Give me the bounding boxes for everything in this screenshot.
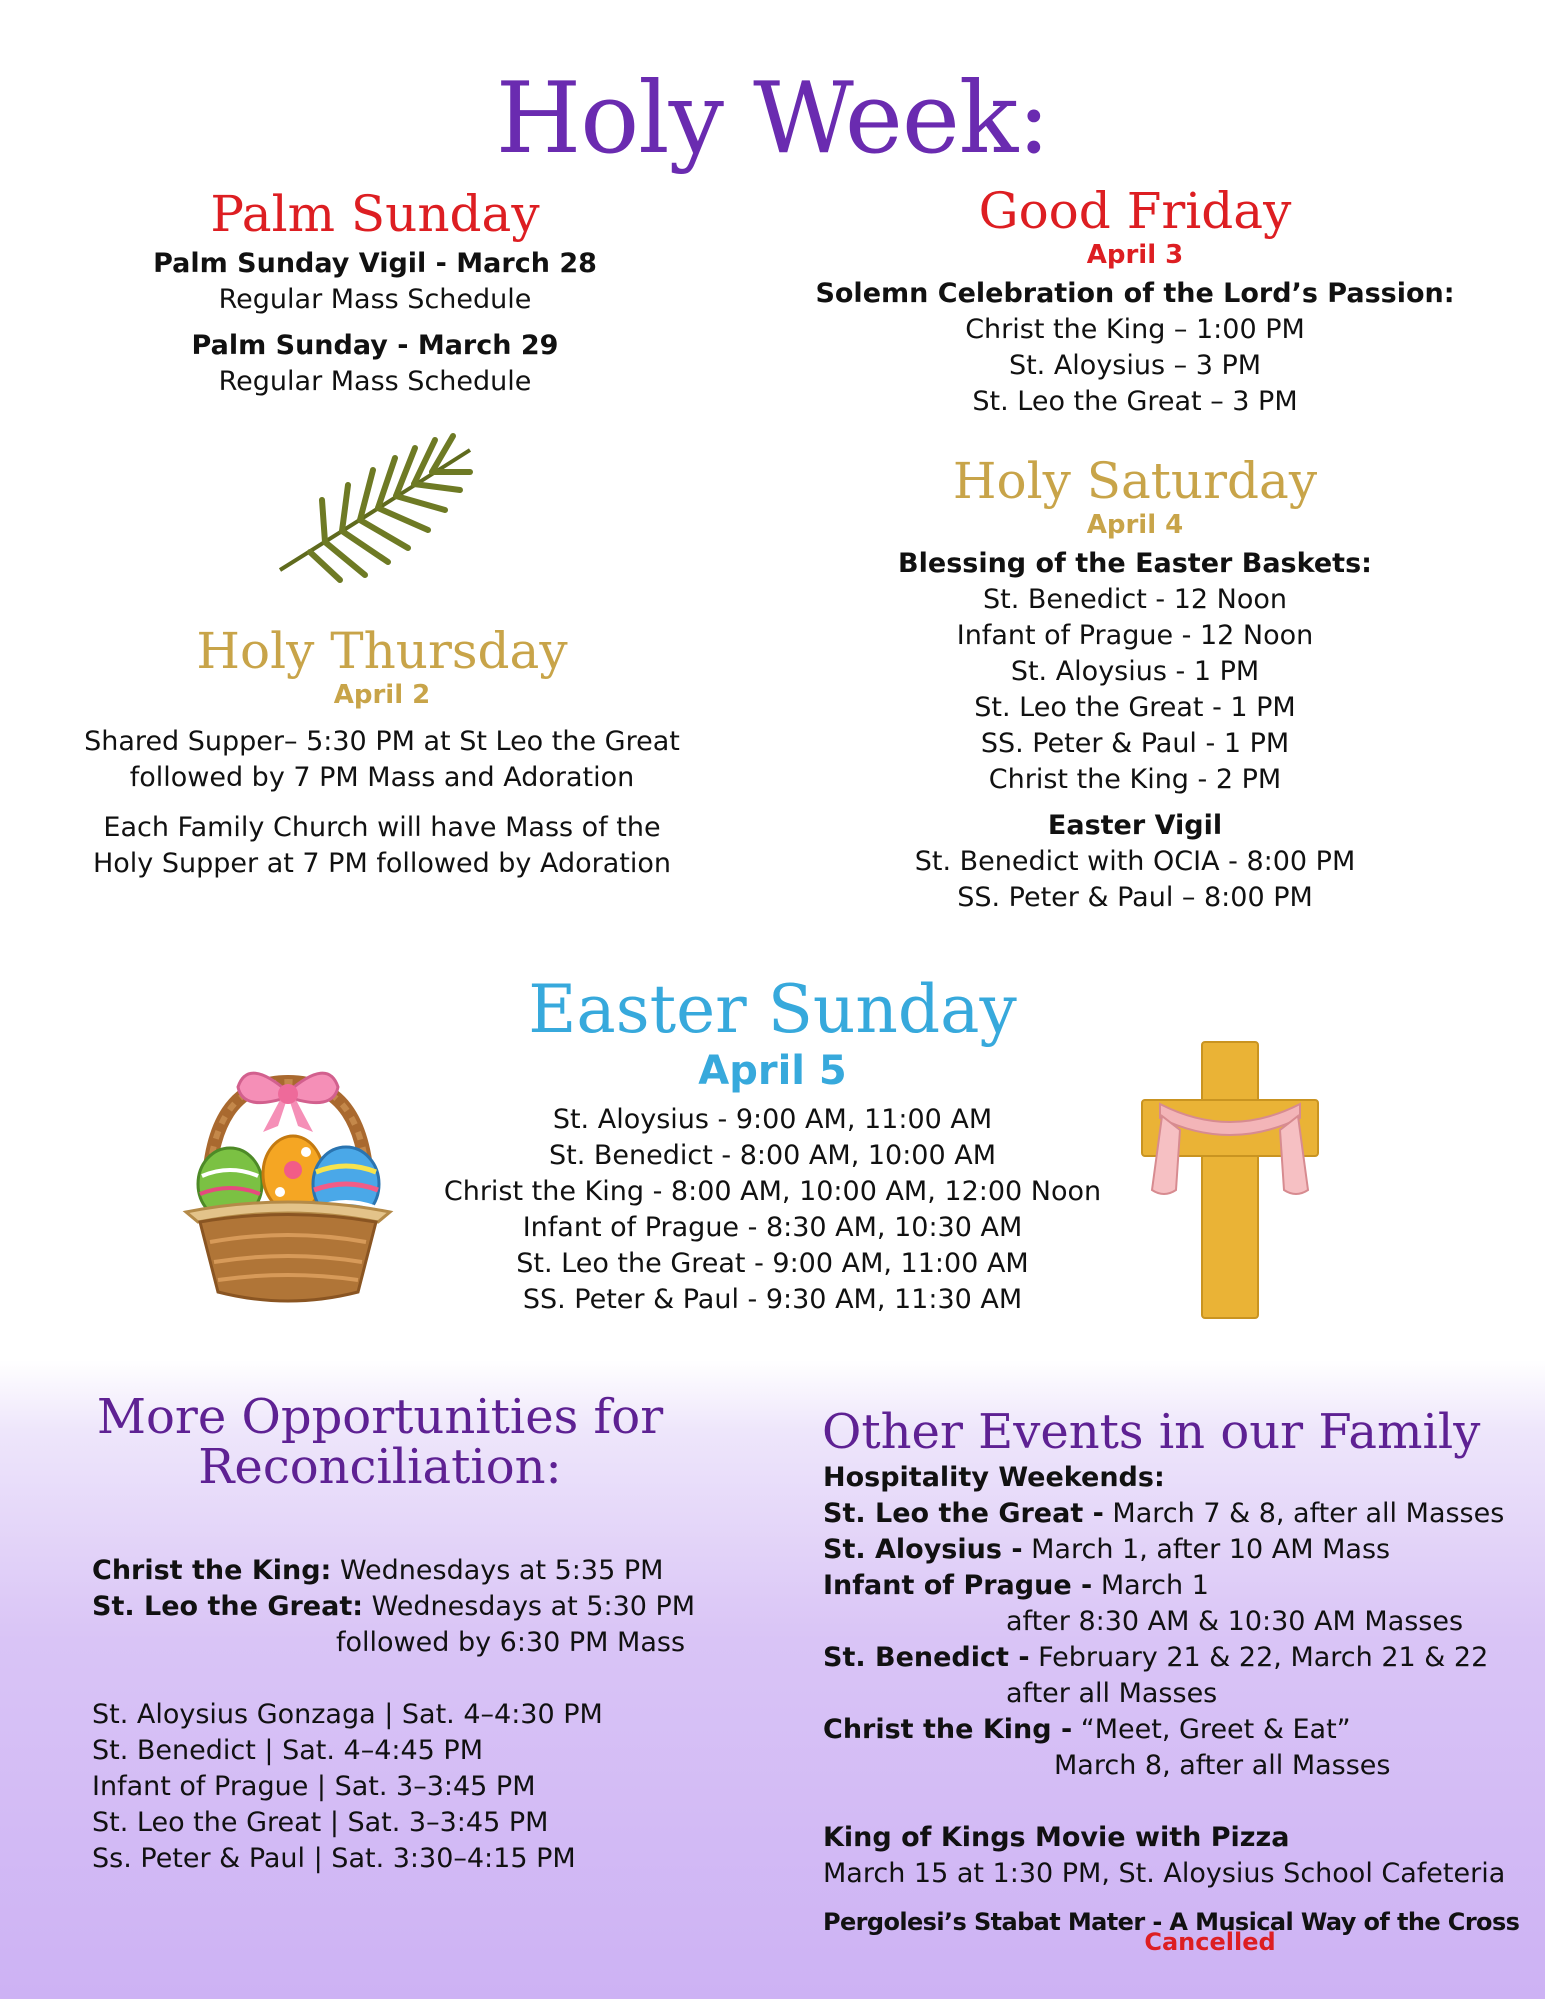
saturday-line: Infant of Prague - 12 Noon <box>956 620 1314 651</box>
good-friday-line: Christ the King – 1:00 PM <box>965 314 1305 345</box>
saturday-line: St. Leo the Great - 1 PM <box>974 692 1296 723</box>
hospitality-leo-label: St. Leo the Great - <box>823 1498 1104 1529</box>
easter-sunday-date: April 5 <box>698 1048 847 1094</box>
other-events-list <box>823 1460 1519 1936</box>
holy-thursday-date: April 2 <box>333 680 431 710</box>
easter-sunday-section <box>400 972 1145 1318</box>
holy-saturday-date: April 4 <box>1086 510 1184 540</box>
stabat-mater-status: Cancelled <box>1144 1928 1276 1956</box>
holy-thursday-heading: Holy Thursday <box>196 622 568 680</box>
reconciliation-leo-text: Wednesdays at 5:30 PM <box>363 1591 696 1622</box>
easter-line: St. Leo the Great - 9:00 AM, 11:00 AM <box>516 1248 1029 1279</box>
easter-line: St. Benedict - 8:00 AM, 10:00 AM <box>548 1140 997 1171</box>
hospitality-benedict-text: February 21 & 22, March 21 & 22 <box>1029 1642 1489 1673</box>
palm-sunday-detail: Regular Mass Schedule <box>218 366 532 397</box>
hospitality-aloysius-text: March 1, after 10 AM Mass <box>1022 1534 1391 1565</box>
hospitality-prague-cont: after 8:30 AM & 10:30 AM Masses <box>1006 1606 1464 1637</box>
holy-thursday-section <box>62 622 702 882</box>
palm-vigil-label: Palm Sunday Vigil - March 28 <box>153 248 597 279</box>
saturday-line: SS. Peter & Paul - 1 PM <box>980 728 1290 759</box>
hospitality-leo-text: March 7 & 8, after all Masses <box>1103 1498 1505 1529</box>
movie-heading: King of Kings Movie with Pizza <box>823 1822 1290 1853</box>
hospitality-ctk-text: “Meet, Greet & Eat” <box>1072 1714 1351 1745</box>
reconciliation-leo-label: St. Leo the Great: <box>92 1591 364 1622</box>
good-friday-date: April 3 <box>1086 240 1184 270</box>
easter-line: Infant of Prague - 8:30 AM, 10:30 AM <box>522 1212 1023 1243</box>
saturday-confession-line: St. Benedict | Sat. 4–4:45 PM <box>92 1735 483 1766</box>
hospitality-benedict-label: St. Benedict - <box>823 1642 1030 1673</box>
saturday-line: Christ the King - 2 PM <box>988 764 1282 795</box>
vigil-line: St. Benedict with OCIA - 8:00 PM <box>914 846 1356 877</box>
reconciliation-heading-line: More Opportunities for <box>96 1389 664 1445</box>
reconciliation-ctk-label: Christ the King: <box>92 1555 332 1586</box>
holy-saturday-heading: Holy Saturday <box>952 452 1318 510</box>
reconciliation-ctk-text: Wednesdays at 5:35 PM <box>331 1555 664 1586</box>
movie-text: March 15 at 1:30 PM, St. Aloysius School Cafeteria <box>823 1858 1506 1889</box>
saturday-confession-line: St. Aloysius Gonzaga | Sat. 4–4:30 PM <box>92 1699 603 1730</box>
reconciliation-leo-cont: followed by 6:30 PM Mass <box>336 1627 686 1658</box>
stabat-mater-heading: Pergolesi’s Stabat Mater - A Musical Way of the Cross <box>823 1908 1520 1936</box>
reconciliation-list <box>92 1553 695 1877</box>
page-title: Holy Week: <box>495 62 1050 176</box>
palm-vigil-detail: Regular Mass Schedule <box>218 284 532 315</box>
saturday-line: St. Benedict - 12 Noon <box>982 584 1287 615</box>
thursday-line: Shared Supper– 5:30 PM at St Leo the Great <box>84 726 680 757</box>
palm-frond-icon <box>270 430 500 600</box>
easter-basket-icon <box>168 1052 408 1312</box>
hospitality-heading: Hospitality Weekends: <box>823 1462 1165 1493</box>
hospitality-ctk-cont: March 8, after all Masses <box>1054 1750 1391 1781</box>
hospitality-prague-label: Infant of Prague - <box>823 1570 1093 1601</box>
vigil-line: SS. Peter & Paul – 8:00 PM <box>957 882 1313 913</box>
thursday-line: followed by 7 PM Mass and Adoration <box>129 762 635 793</box>
thursday-line: Each Family Church will have Mass of the <box>103 812 661 843</box>
hospitality-aloysius-label: St. Aloysius - <box>823 1534 1023 1565</box>
good-friday-section <box>800 182 1470 420</box>
easter-line: Christ the King - 8:00 AM, 10:00 AM, 12:00 Noon <box>443 1176 1102 1207</box>
hospitality-ctk-label: Christ the King - <box>823 1714 1073 1745</box>
other-events-heading: Other Events in our Family <box>822 1404 1481 1460</box>
saturday-confession-line: St. Leo the Great | Sat. 3–3:45 PM <box>92 1807 549 1838</box>
palm-sunday-section <box>125 182 625 400</box>
easter-line: St. Aloysius - 9:00 AM, 11:00 AM <box>552 1104 993 1135</box>
good-friday-line: St. Aloysius – 3 PM <box>1008 350 1262 381</box>
easter-vigil-heading: Easter Vigil <box>1047 810 1223 841</box>
blessing-subheading: Blessing of the Easter Baskets: <box>898 548 1372 579</box>
good-friday-heading: Good Friday <box>978 182 1292 240</box>
saturday-line: St. Aloysius - 1 PM <box>1010 656 1260 687</box>
cross-icon <box>1140 1040 1320 1320</box>
hospitality-prague-text: March 1 <box>1092 1570 1209 1601</box>
thursday-line: Holy Supper at 7 PM followed by Adoration <box>92 848 672 879</box>
reconciliation-heading-line: Reconciliation: <box>198 1439 562 1495</box>
palm-sunday-label: Palm Sunday - March 29 <box>191 330 559 361</box>
good-friday-subheading: Solemn Celebration of the Lord’s Passion: <box>815 278 1455 309</box>
saturday-confession-line: Infant of Prague | Sat. 3–3:45 PM <box>92 1771 536 1802</box>
reconciliation-heading <box>60 1389 700 1495</box>
easter-sunday-heading: Easter Sunday <box>528 971 1017 1048</box>
easter-line: SS. Peter & Paul - 9:30 AM, 11:30 AM <box>522 1284 1023 1315</box>
palm-sunday-heading: Palm Sunday <box>210 185 540 243</box>
holy-saturday-section <box>800 452 1470 916</box>
saturday-confession-line: Ss. Peter & Paul | Sat. 3:30–4:15 PM <box>92 1843 576 1874</box>
good-friday-line: St. Leo the Great – 3 PM <box>972 386 1298 417</box>
hospitality-benedict-cont: after all Masses <box>1006 1678 1218 1709</box>
